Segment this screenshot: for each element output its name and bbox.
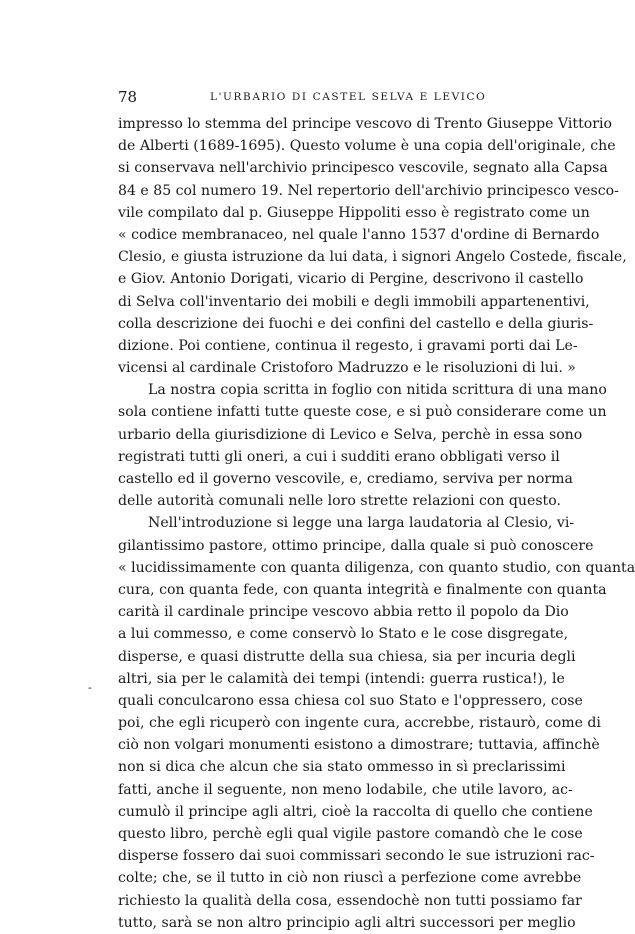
text-line: 84 e 85 col numero 19. Nel repertorio dell'archivio principesco vesco-: [118, 182, 619, 199]
margin-mark: -: [88, 681, 92, 694]
page-number: 78: [118, 88, 138, 106]
text-line: cura, con quanta fede, con quanta integrità e finalmente con quanta: [118, 581, 607, 598]
text-line: ciò non volgari monumenti esistono a dimostrare; tuttavia, affinchè: [118, 737, 600, 754]
running-head: [118, 88, 542, 106]
text-line: castello ed il governo vescovile, e, crediamo, serviva per norma: [118, 471, 573, 487]
text-line: vile compilato dal p. Giuseppe Hippoliti esso è registrato come un: [118, 204, 590, 221]
text-line: « lucidissimamente con quanta diligenza, con quanto studio, con quanta: [118, 559, 635, 576]
text-line: richiesto la qualità della cosa, essendochè non tutti possiamo far: [118, 892, 582, 909]
text-line: vicensi al cardinale Cristoforo Madruzzo e le risoluzioni di lui. »: [118, 360, 576, 377]
text-line: sola contiene infatti tutte queste cose, e si può considerare come un: [118, 404, 607, 421]
text-line: poi, che egli ricuperò con ingente cura, accrebbe, ristaurò, come di: [118, 715, 601, 732]
text-line: e Giov. Antonio Dorigati, vicario di Pergine, descrivono il castello: [118, 271, 584, 288]
text-line: a lui commesso, e come conservò lo Stato e le cose disgregate,: [118, 626, 569, 643]
text-line: carità il cardinale principe vescovo abbia retto il popolo da Dio: [118, 604, 569, 621]
body-text: [118, 113, 635, 934]
text-line: quali conculcarono essa chiesa col suo Stato e l'oppressero, cose: [118, 692, 583, 709]
text-line: disperse fossero dai suoi commissari secondo le sue istruzioni rac-: [118, 848, 595, 865]
text-line: colte; che, se il tutto in ciò non riuscì a perfezione come avrebbe: [118, 870, 582, 887]
text-line: si conservava nell'archivio principesco vescovile, segnato alla Capsa: [118, 160, 608, 177]
text-line: gilantissimo pastore, ottimo principe, dalla quale si può conoscere: [118, 537, 594, 554]
text-line: di Selva coll'inventario dei mobili e degli immobili appartenentivi,: [118, 293, 590, 310]
running-title: L'URBARIO DI CASTEL SELVA E LEVICO: [210, 91, 487, 103]
text-line: disperse, e quasi distrutte della sua chiesa, sia per incuria degli: [118, 648, 576, 665]
text-line: tutto, sarà se non altro principio agli altri successori per meglio: [118, 914, 576, 931]
text-line: colla descrizione dei fuochi e dei confini del castello e della giuris-: [118, 315, 594, 332]
text-line: Clesio, e giusta istruzione da lui data, i signori Angelo Costede, fiscale,: [118, 249, 627, 266]
text-line: cumulò il principe agli altri, cioè la raccolta di quello che contiene: [118, 803, 593, 820]
text-line: « codice membranaceo, nel quale l'anno 1537 d'ordine di Bernardo: [118, 226, 600, 243]
text-line: urbario della giurisdizione di Levico e Selva, perchè in essa sono: [118, 426, 583, 443]
text-line: questo libro, perchè egli qual vigile pastore comandò che le cose: [118, 826, 583, 842]
text-line: La nostra copia scritta in foglio con nitida scrittura di una mano: [148, 382, 607, 399]
text-line: de Alberti (1689-1695). Questo volume è una copia dell'originale, che: [118, 138, 616, 155]
text-line: delle autorità comunali nelle loro strette relazioni con questo.: [118, 493, 561, 510]
text-line: non si dica che alcun che sia stato ommesso in sì preclarissimi: [118, 759, 566, 776]
text-line: impresso lo stemma del principe vescovo di Trento Giuseppe Vittorio: [118, 116, 612, 132]
text-line: Nell'introduzione si legge una larga laudatoria al Clesio, vi-: [148, 515, 575, 532]
text-line: dizione. Poi contiene, continua il regesto, i gravami porti dai Le-: [118, 337, 578, 354]
text-line: registrati tutti gli oneri, a cui i sudditi erano obbligati verso il: [118, 448, 560, 465]
text-line: fatti, anche il seguente, non meno lodabile, che utile lavoro, ac-: [118, 781, 573, 798]
text-line: altri, sia per le calamità dei tempi (intendi: guerra rustica!), le: [118, 670, 565, 687]
